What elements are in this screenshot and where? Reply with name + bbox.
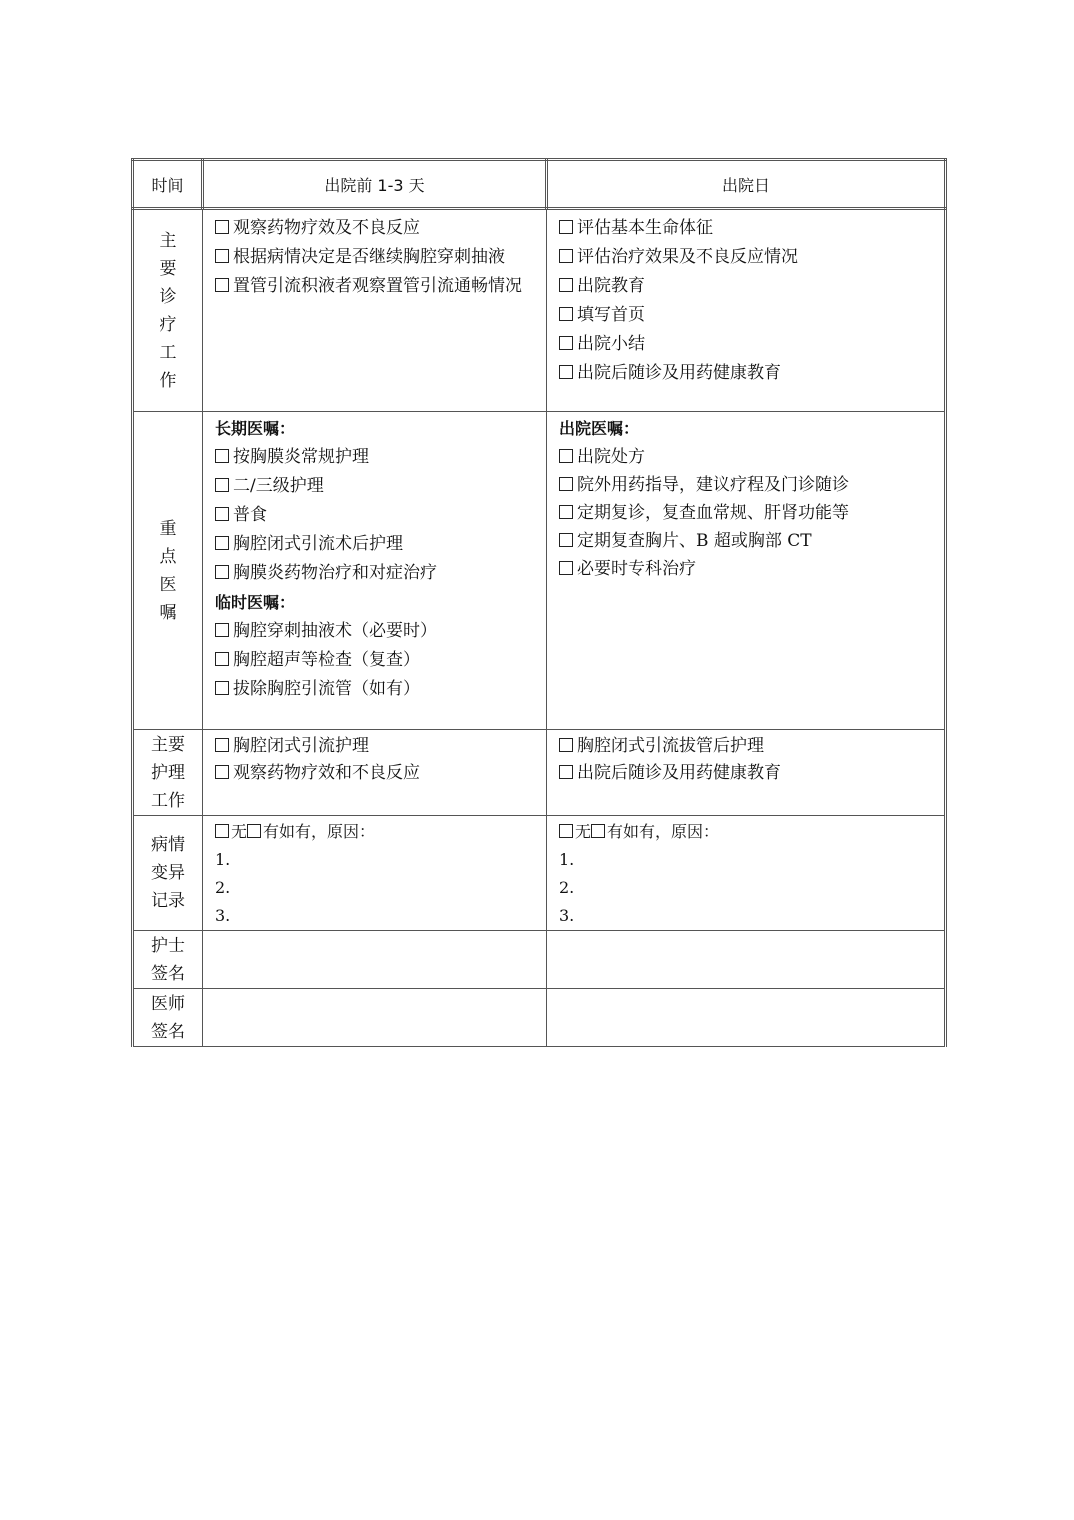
checkbox-has[interactable] xyxy=(247,824,261,838)
cell-orders-day xyxy=(547,412,946,730)
cell-diagnosis-day xyxy=(547,209,946,412)
list-item[interactable]: 胸腔闭式引流拔管后护理 xyxy=(559,733,944,760)
header-discharge-day: 出院日 xyxy=(547,160,946,209)
checkbox[interactable] xyxy=(559,278,573,292)
checkbox[interactable] xyxy=(559,561,573,575)
list-item[interactable]: 胸腔闭式引流术后护理 xyxy=(215,530,546,559)
checkbox[interactable] xyxy=(559,533,573,547)
list-item[interactable]: 评估治疗效果及不良反应情况 xyxy=(559,243,944,272)
list-item[interactable]: 胸腔闭式引流护理 xyxy=(215,733,546,760)
discharge-orders-title: 出院医嘱： xyxy=(559,419,640,438)
checkbox[interactable] xyxy=(559,249,573,263)
list-item[interactable]: 胸膜炎药物治疗和对症治疗 xyxy=(215,559,546,588)
variance-choice-day: 无 有如有，原因： xyxy=(547,818,944,846)
list-item[interactable]: 出院后随诊及用药健康教育 xyxy=(559,359,944,388)
list-item[interactable]: 观察药物疗效及不良反应 xyxy=(215,214,546,243)
list-item[interactable]: 按胸膜炎常规护理 xyxy=(215,443,546,472)
checkbox[interactable] xyxy=(215,249,229,263)
doctor-sign-pre-field[interactable] xyxy=(203,989,547,1047)
checkbox[interactable] xyxy=(215,765,229,779)
checkbox[interactable] xyxy=(215,652,229,666)
checkbox[interactable] xyxy=(215,738,229,752)
checkbox[interactable] xyxy=(215,536,229,550)
list-item[interactable]: 普食 xyxy=(215,501,546,530)
checkbox[interactable] xyxy=(215,278,229,292)
variance-line[interactable]: 2. xyxy=(215,878,231,897)
checkbox[interactable] xyxy=(215,507,229,521)
list-item[interactable]: 必要时专科治疗 xyxy=(559,555,944,583)
checkbox-none[interactable] xyxy=(559,824,573,838)
list-orders-long xyxy=(203,443,546,588)
checkbox[interactable] xyxy=(215,623,229,637)
checkbox[interactable] xyxy=(215,478,229,492)
variance-line[interactable]: 3. xyxy=(559,906,575,925)
row-orders xyxy=(133,412,946,730)
list-item[interactable]: 填写首页 xyxy=(559,301,944,330)
list-item[interactable]: 定期复诊，复查血常规、肝肾功能等 xyxy=(559,499,944,527)
checkbox[interactable] xyxy=(215,220,229,234)
list-orders-day xyxy=(547,443,944,583)
checkbox[interactable] xyxy=(559,449,573,463)
variance-line[interactable]: 2. xyxy=(559,878,575,897)
checkbox[interactable] xyxy=(559,505,573,519)
checkbox[interactable] xyxy=(215,449,229,463)
row-variance xyxy=(133,816,946,931)
row-label-doctor-sign-text: 医师签名 xyxy=(150,993,185,1042)
temporary-orders-title: 临时医嘱： xyxy=(215,593,296,612)
row-label-variance xyxy=(133,816,203,931)
row-label-diagnosis xyxy=(133,209,203,412)
checkbox[interactable] xyxy=(215,565,229,579)
row-doctor-sign xyxy=(133,989,946,1047)
row-label-nurse-sign xyxy=(133,931,203,989)
checkbox[interactable] xyxy=(559,477,573,491)
row-label-nursing xyxy=(133,730,203,816)
cell-variance-pre xyxy=(203,816,547,931)
list-item[interactable]: 评估基本生命体征 xyxy=(559,214,944,243)
list-item[interactable]: 根据病情决定是否继续胸腔穿刺抽液 xyxy=(215,243,546,272)
list-item[interactable]: 置管引流积液者观察置管引流通畅情况 xyxy=(215,272,546,301)
row-nurse-sign xyxy=(133,931,946,989)
variance-line[interactable]: 1. xyxy=(215,850,231,869)
checkbox[interactable] xyxy=(215,681,229,695)
cell-orders-pre xyxy=(203,412,547,730)
header-pre-discharge: 出院前 1-3 天 xyxy=(203,160,547,209)
variance-line[interactable]: 3. xyxy=(215,906,231,925)
variance-choice-pre: 无 有如有，原因： xyxy=(203,818,546,846)
checkbox[interactable] xyxy=(559,220,573,234)
list-item[interactable]: 观察药物疗效和不良反应 xyxy=(215,760,546,787)
checkbox[interactable] xyxy=(559,365,573,379)
checkbox-none[interactable] xyxy=(215,824,229,838)
list-item[interactable]: 院外用药指导，建议疗程及门诊随诊 xyxy=(559,471,944,499)
cell-diagnosis-pre xyxy=(203,209,547,412)
list-item[interactable]: 二/三级护理 xyxy=(215,472,546,501)
variance-line[interactable]: 1. xyxy=(559,850,575,869)
row-label-orders xyxy=(133,412,203,730)
checkbox[interactable] xyxy=(559,307,573,321)
pathway-table xyxy=(131,158,947,1047)
list-nursing-day xyxy=(547,730,944,787)
header-time: 时间 xyxy=(133,160,203,209)
cell-nursing-day xyxy=(547,730,946,816)
clinical-pathway-sheet xyxy=(131,158,944,1047)
checkbox-has[interactable] xyxy=(591,824,605,838)
list-item[interactable]: 出院后随诊及用药健康教育 xyxy=(559,760,944,787)
nurse-sign-day-field[interactable] xyxy=(547,931,946,989)
row-label-diagnosis-text: 主要诊疗工作 xyxy=(159,230,177,391)
checkbox[interactable] xyxy=(559,765,573,779)
row-label-nursing-text: 主要护理工作 xyxy=(150,734,185,811)
row-label-variance-text: 病情变异记录 xyxy=(150,835,185,911)
checkbox[interactable] xyxy=(559,738,573,752)
list-item[interactable]: 拔除胸腔引流管（如有） xyxy=(215,675,546,704)
row-label-doctor-sign xyxy=(133,989,203,1047)
header-row xyxy=(133,160,946,209)
list-item[interactable]: 定期复查胸片、B 超或胸部 CT xyxy=(559,527,944,555)
cell-variance-day xyxy=(547,816,946,931)
nurse-sign-pre-field[interactable] xyxy=(203,931,547,989)
list-item[interactable]: 胸腔超声等检查（复查） xyxy=(215,646,546,675)
list-item[interactable]: 出院小结 xyxy=(559,330,944,359)
doctor-sign-day-field[interactable] xyxy=(547,989,946,1047)
list-nursing-pre xyxy=(203,730,546,787)
row-label-orders-text: 重点医嘱 xyxy=(159,518,177,623)
long-term-orders-title: 长期医嘱： xyxy=(215,419,296,438)
list-item[interactable]: 出院教育 xyxy=(559,272,944,301)
checkbox[interactable] xyxy=(559,336,573,350)
list-orders-temp xyxy=(203,617,546,704)
list-diagnosis-pre xyxy=(203,210,546,301)
row-diagnosis xyxy=(133,209,946,412)
list-diagnosis-day xyxy=(547,210,944,388)
cell-nursing-pre xyxy=(203,730,547,816)
row-nursing xyxy=(133,730,946,816)
row-label-nurse-sign-text: 护士签名 xyxy=(150,935,185,984)
list-item[interactable]: 胸腔穿刺抽液术（必要时） xyxy=(215,617,546,646)
list-item[interactable]: 出院处方 xyxy=(559,443,944,471)
